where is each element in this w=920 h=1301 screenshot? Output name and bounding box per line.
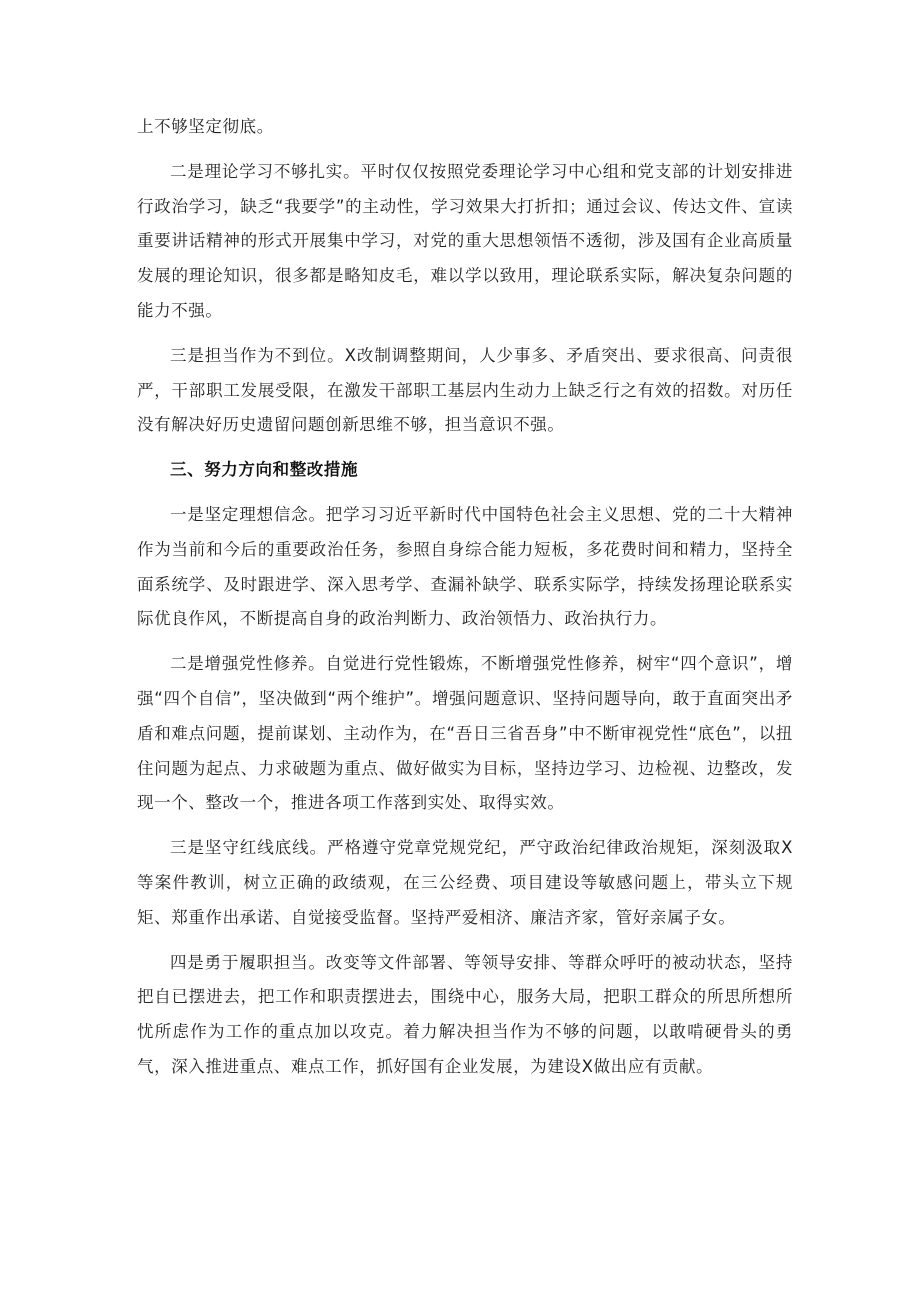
- paragraph-party-spirit: 二是增强党性修养。自觉进行党性锻炼，不断增强党性修养，树牢“四个意识”，增强“四个自信”，坚决做到“两个维护”。增强问题意识、坚持问题导向，敢于直面突出矛盾和难点问题，提前谋划、主动作为，在“吾日三省吾身”中不断审视党性“底色”，以扭住问题为起点、力求破题为重点、做好做实为目标，坚持边学习、边检视、边整改，发现一个、整改一个，推进各项工作落到实处、取得实效。: [137, 654, 793, 813]
- section-heading: 三、努力方向和整改措施: [170, 460, 359, 480]
- paragraph-theory-study: 二是理论学习不够扎实。平时仅仅按照党委理论学习中心组和党支部的计划安排进行政治学习，缺乏“我要学”的主动性，学习效果大打折扣；通过会议、传达文件、宣读重要讲话精神的形式开展集中学习，对党的重大思想领悟不透彻，涉及国有企业高质量发展的理论知识，很多都是略知皮毛，难以学以致用，理论联系实际，解决复杂问题的能力不强。: [137, 161, 793, 320]
- paragraph-red-line: 三是坚守红线底线。严格遵守党章党规党纪，严守政治纪律政治规矩，深刻汲取X等案件教训，树立正确的政绩观，在三公经费、项目建设等敏感问题上，带头立下规矩、郑重作出承诺、自觉接受监督。坚持严爱相济、廉洁齐家，管好亲属子女。: [137, 838, 793, 927]
- paragraph-continuation: 上不够坚定彻底。: [137, 117, 274, 136]
- document-body: [137, 110, 793, 1095]
- paragraph-ideals: 一是坚定理想信念。把学习习近平新时代中国特色社会主义思想、党的二十大精神作为当前和今后的重要政治任务，参照自身综合能力短板，多花费时间和精力，坚持全面系统学、及时跟进学、深入思考学、查漏补缺学、联系实际学，持续发扬理论联系实际优良作风，不断提高自身的政治判断力、政治领悟力、政治执行力。: [137, 504, 793, 629]
- paragraph-duty: 四是勇于履职担当。改变等文件部署、等领导安排、等群众呼吁的被动状态，坚持把自已摆进去，把工作和职责摆进去，围绕中心，服务大局，把职工群众的所思所想所忧所虑作为工作的重点加以攻克。着力解决担当作为不够的问题，以敢啃硬骨头的勇气，深入推进重点、难点工作，抓好国有企业发展，为建设X做出应有贡献。: [137, 952, 793, 1076]
- paragraph-responsibility: 三是担当作为不到位。X改制调整期间，人少事多、矛盾突出、要求很高、问责很严，干部职工发展受限，在激发干部职工基层内生动力上缺乏行之有效的招数。对历任没有解决好历史遗留问题创新思维不够，担当意识不强。: [137, 345, 793, 435]
